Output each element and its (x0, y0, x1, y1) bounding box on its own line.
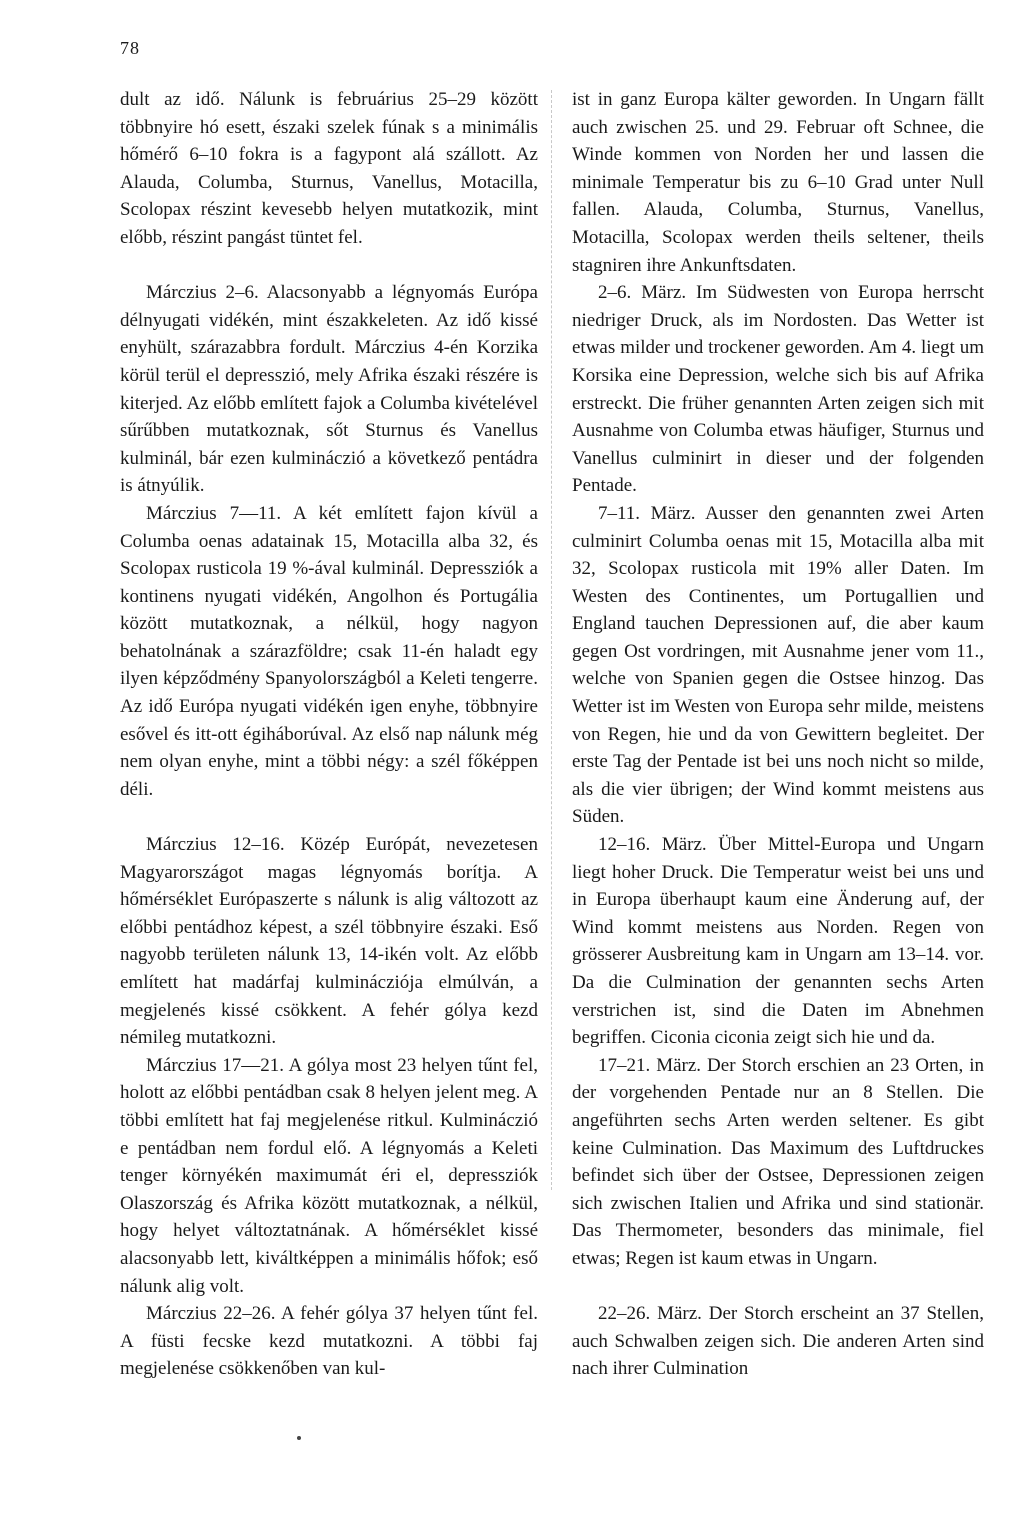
page-number: 78 (120, 38, 140, 58)
hu-paragraph-3: Márczius 7—11. A két említett fajon kívül a Columba oenas adatainak 15, Motacilla alba 32, és Scolopax rusticola 19 %-ával kulminál. Depressziók a kontinens nyugati vidékén, Angolhon és Portugália között mutatkoznak, a nélkül, hogy nagyon behatolnának a szárazföldre; csak 11-én haladt egy ilyen képződmény Spanyolországból a Keleti tengerre. Az idő Európa nyugati vidékén igen enyhe, többnyire esővel és itt-ott égiháborúval. Az első nap nálunk még nem olyan enyhe, mint a többi négy: a szél főképpen déli. (120, 502, 538, 800)
de-paragraph-6: 22–26. März. Der Storch erscheint an 37 Stellen, auch Schwalben zeigen sich. Die anderen Arten sind nach ihrer Culmination (572, 1303, 984, 1380)
de-paragraph-5: 17–21. März. Der Storch erschien an 23 Orten, in der vorgehenden Pentade nur an 8 Stellen. Die angeführten sechs Arten werden seltener. Es gibt keine Culmination. Das Maximum des Luftdruckes befindet sich über der Ostsee, Depressionen zeigen sich zwischen Italien und Afrika und sind stationär. Das Thermometer, besonders das minimale, fiel etwas; Regen ist kaum etwas in Ungarn. (572, 1054, 984, 1269)
de-paragraph-1: ist in ganz Europa kälter geworden. In Ungarn fällt auch zwischen 25. und 29. Februar oft Schnee, die Winde kommen von Norden her und lassen die minimale Temperatur bis zu 6–10 Grad unter Null fallen. Alauda, Columba, Sturnus, Vanellus, Motacilla, Scolopax werden theils seltener, theils stagniren ihre Ankunftsdaten. (572, 89, 984, 276)
de-paragraph-2: 2–6. März. Im Südwesten von Europa herrscht niedriger Druck, als im Nordosten. Das Wetter ist etwas milder und trockener geworden. Am 4. liegt um Korsika eine Depression, welche sich bis auf Afrika erstreckt. Die früher genannten Arten zeigen sich mit Ausnahme von Columba etwas häufiger, Sturnus und Vanellus culminirt in dieser und der folgenden Pentade. (572, 282, 984, 497)
hu-paragraph-5: Márczius 17—21. A gólya most 23 helyen tűnt fel, holott az előbbi pentádban csak 8 helyen jelent meg. A többi említett hat faj megjelenése ritkul. Kulmináczió e pentádban nem fordul elő. A légnyomás a Keleti tenger környékén maximumát éri el, depressziók Olaszország és Afrika között mutatkoznak, a nélkül, hogy helyet változtatnának. A hőmérséklet kissé alacsonyabb lett, kiváltképpen a minimális hőfok; eső nálunk alig volt. (120, 1054, 538, 1297)
hungarian-column (120, 86, 538, 1383)
hu-paragraph-1: dult az idő. Nálunk is februárius 25–29 között többnyire hó esett, északi szelek fúnak s a minimális hőmérő 6–10 fokra is a fagypont alá szállott. Az Alauda, Columba, Sturnus, Vanellus, Motacilla, Scolopax részint kevesebb helyen mutatkozik, mint előbb, részint pangást tüntet fel. (120, 89, 538, 248)
hu-paragraph-6: Márczius 22–26. A fehér gólya 37 helyen tűnt fel. A füsti fecske kezd mutatkozni. A többi faj megjelenése csökkenőben van kul- (120, 1303, 538, 1380)
de-paragraph-3: 7–11. März. Ausser den genannten zwei Arten culminirt Columba oenas mit 15, Motacilla alba mit 32, Scolopax rusticola mit 19% aller Daten. Im Westen des Continentes, um Portugallien und England tauchen Depressionen auf, die aber kaum gegen Ost vordringen, mit Ausnahme jener vom 11., welche von Spanien gegen die Ostsee hinzog. Das Wetter ist im Westen von Europa sehr milde, meistens von Regen, hie und da von Gewittern begleitet. Der erste Tag der Pentade ist bei uns noch nicht so milde, als die vier übrigen; der Wind kommt meistens aus Süden. (572, 502, 984, 828)
hu-paragraph-4: Márczius 12–16. Közép Európát, nevezetesen Magyarországot magas légnyomás borítja. A hőmérséklet Európaszerte s nálunk is alig változott az előbbi pentádhoz képest, a szél többnyire északi. Eső nagyobb területen nálunk 13, 14-ikén volt. Az előbb említett hat madárfaj kulminácziója elmúlván, a megjelenés kissé csökkent. A fehér gólya kezd némileg mutatkozni. (120, 834, 538, 1049)
de-paragraph-4: 12–16. März. Über Mittel-Europa und Ungarn liegt hoher Druck. Die Temperatur weist bei uns und in Europa überhaupt kaum eine Änderung auf, der Wind kommt meistens aus Norden. Regen von grösserer Ausbreitung kam in Ungarn am 13–14. vor. Da die Culmination der genannten sechs Arten verstrichen ist, sind die Daten im Abnehmen begriffen. Ciconia ciconia zeigt sich hie und da. (572, 834, 984, 1049)
print-speck (297, 1436, 301, 1440)
german-column (572, 86, 984, 1383)
hu-paragraph-2: Márczius 2–6. Alacsonyabb a légnyomás Európa délnyugati vidékén, mint északkeleten. Az idő kissé enyhült, szárazabbra fordult. Márczius 4-én Korzika körül terül el depresszió, mely Afrika északi részére is kiterjed. Az előbb említett fajok a Columba kivételével sűrűbben mutatkoznak, sőt Sturnus és Vanellus kulminál, bár ezen kulmináczió a következő pentádra is átnyúlik. (120, 282, 538, 497)
column-divider (551, 90, 552, 1190)
